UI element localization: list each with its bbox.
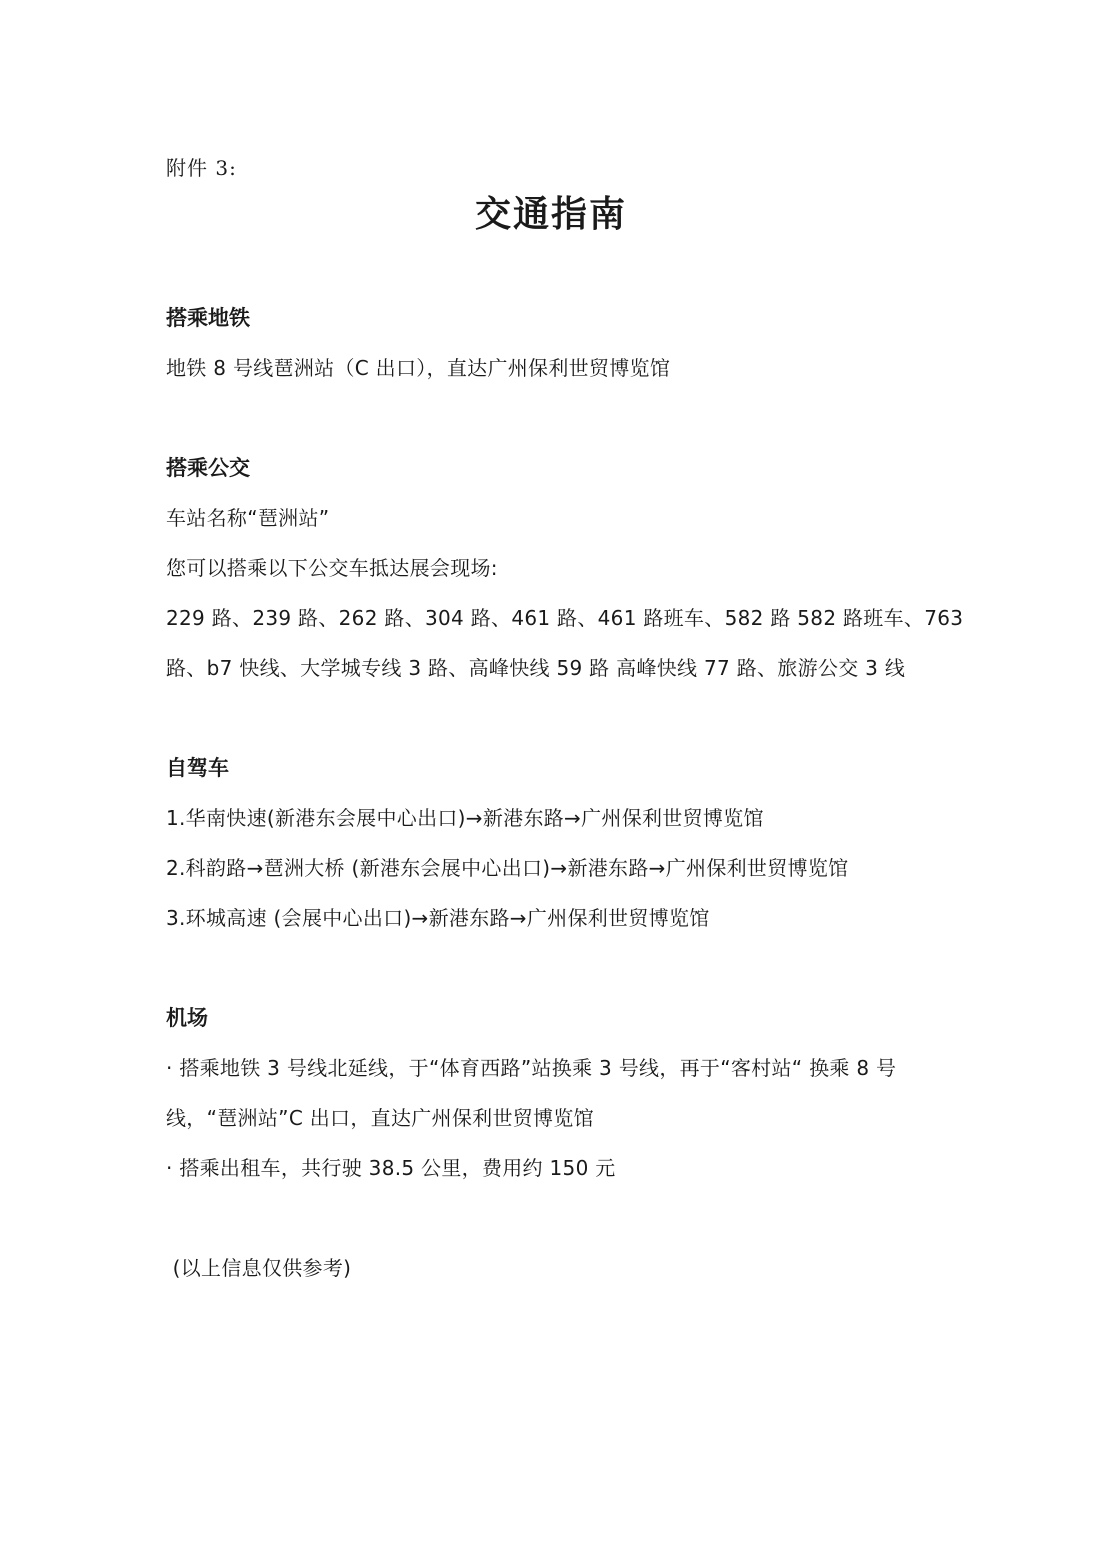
airport-taxi: · 搭乘出租车，共行驶 38.5 公里，费用约 150 元 <box>166 1156 616 1180</box>
driving-route-3: 3.环城高速 (会展中心出口)→新港东路→广州保利世贸博览馆 <box>166 906 710 930</box>
attachment-label: 附件 3: <box>166 156 237 180</box>
airport-subway-line-1: · 搭乘地铁 3 号线北延线，于“体育西路”站换乘 3 号线，再于“客村站“ 换乘 8 号 <box>166 1056 897 1080</box>
section-heading-airport: 机场 <box>166 1006 208 1030</box>
driving-route-2: 2.科韵路→琶洲大桥 (新港东会展中心出口)→新港东路→广州保利世贸博览馆 <box>166 856 849 880</box>
section-heading-driving: 自驾车 <box>166 756 229 780</box>
bus-routes-line-2: 路、b7 快线、大学城专线 3 路、高峰快线 59 路 高峰快线 77 路、旅游公交 3 线 <box>166 656 906 680</box>
bus-routes-line-1: 229 路、239 路、262 路、304 路、461 路、461 路班车、582 路 582 路班车、763 <box>166 606 964 630</box>
section-heading-subway: 搭乘地铁 <box>166 306 250 330</box>
bus-station-name: 车站名称“琶洲站” <box>166 506 330 530</box>
airport-subway-line-2: 线，“琶洲站”C 出口，直达广州保利世贸博览馆 <box>166 1106 594 1130</box>
bus-intro: 您可以搭乘以下公交车抵达展会现场: <box>166 556 498 580</box>
page-title: 交通指南 <box>474 193 627 235</box>
subway-instruction: 地铁 8 号线琶洲站（C 出口），直达广州保利世贸博览馆 <box>166 356 671 380</box>
disclaimer-note: (以上信息仅供参考) <box>166 1256 352 1280</box>
driving-route-1: 1.华南快速(新港东会展中心出口)→新港东路→广州保利世贸博览馆 <box>166 806 764 830</box>
section-heading-bus: 搭乘公交 <box>166 456 250 480</box>
